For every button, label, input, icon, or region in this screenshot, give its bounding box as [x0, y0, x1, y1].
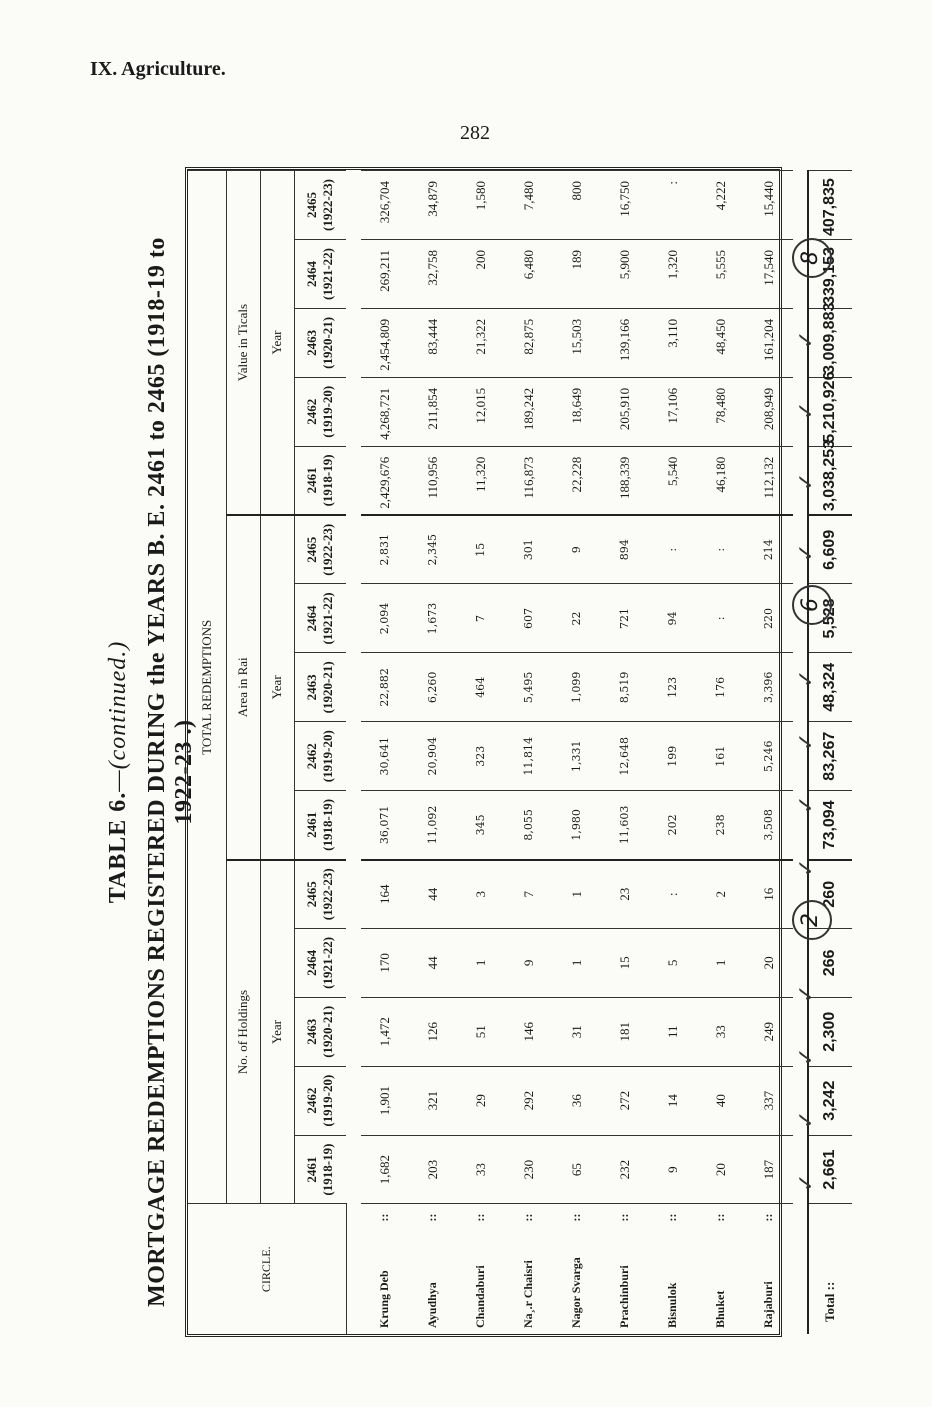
year-cell: 2463 (1920-21) [294, 308, 346, 377]
circle-name: Rajaburi :: [745, 1204, 793, 1334]
value-cell: 112,132 [745, 446, 793, 515]
area-cell: 3,396 [745, 653, 793, 722]
table-row [649, 171, 697, 1335]
value-cell: 32,758 [409, 240, 457, 309]
area-cell: 3,508 [745, 791, 793, 860]
checkmark-icon: ✓ [794, 1173, 819, 1192]
total-area-cell: 6,609 [808, 515, 852, 584]
value-cell: 15,503 [553, 308, 601, 377]
holdings-cell: 5 [649, 928, 697, 997]
total-holdings-cell: 266 [808, 928, 852, 997]
area-cell: 220 [745, 584, 793, 653]
table-row [457, 171, 505, 1335]
checkmark-icon: ✓ [794, 472, 819, 491]
year-cell: 2462 (1919-20) [294, 377, 346, 446]
area-cell: 323 [457, 722, 505, 791]
checkmark-icon: ✓ [794, 669, 819, 688]
total-value-cell: 3,009,883 [808, 308, 852, 377]
table-caption [105, 232, 132, 1312]
value-cell: 208,949 [745, 377, 793, 446]
value-cell: 78,480 [697, 377, 745, 446]
total-label: Total :: [808, 1204, 852, 1334]
area-cell: 238 [697, 791, 745, 860]
total-area-cell: 83,267 [808, 722, 852, 791]
holdings-cell: 1 [697, 928, 745, 997]
area-cell: 36,071 [361, 791, 409, 860]
area-year-label: Year [260, 515, 294, 859]
holdings-cell: 9 [649, 1135, 697, 1204]
year-header-row [294, 171, 346, 1335]
checkmark-icon: ✓ [794, 401, 819, 420]
holdings-cell: 1,472 [361, 997, 409, 1066]
value-group-header: Value in Ticals [226, 171, 260, 516]
area-cell: 214 [745, 515, 793, 584]
value-cell: 205,910 [601, 377, 649, 446]
table-row [361, 171, 409, 1335]
year-cell: 2464 (1921-22) [294, 584, 346, 653]
area-cell: 12,648 [601, 722, 649, 791]
value-cell: 800 [553, 171, 601, 240]
continued-label: —(continued.) [105, 640, 131, 792]
holdings-cell: 20 [745, 928, 793, 997]
total-value-cell: 407,835 [808, 171, 852, 240]
checkmark-icon: ✓ [794, 732, 819, 751]
value-cell: 3,110 [649, 308, 697, 377]
checkmark-icon: ✓ [794, 795, 819, 814]
area-cell: 15 [457, 515, 505, 584]
value-cell: 16,750 [601, 171, 649, 240]
value-cell: 211,854 [409, 377, 457, 446]
holdings-cell: 126 [409, 997, 457, 1066]
holdings-cell: 1,682 [361, 1135, 409, 1204]
area-cell: 1,980 [553, 791, 601, 860]
area-cell: 8,519 [601, 653, 649, 722]
redemptions-table [185, 167, 838, 1337]
value-cell: 82,875 [505, 308, 553, 377]
total-area-cell: 73,094 [808, 791, 852, 860]
circled-number-annotation: 8 [792, 238, 832, 278]
checkmark-icon: ✓ [794, 858, 819, 877]
holdings-cell: 44 [409, 928, 457, 997]
area-cell: 9 [553, 515, 601, 584]
holdings-cell: 3 [457, 860, 505, 929]
value-cell: 34,879 [409, 171, 457, 240]
area-group-header: Area in Rai [226, 515, 260, 859]
value-cell: 5,900 [601, 240, 649, 309]
area-cell: 123 [649, 653, 697, 722]
value-cell: 22,228 [553, 446, 601, 515]
area-cell: 11,603 [601, 791, 649, 860]
area-cell: 202 [649, 791, 697, 860]
value-cell: 4,222 [697, 171, 745, 240]
area-cell: 345 [457, 791, 505, 860]
holdings-cell: 9 [505, 928, 553, 997]
year-cell: 2461 (1918-19) [294, 791, 346, 860]
checkmark-icon: ✓ [794, 543, 819, 562]
year-cell: 2463 (1920-21) [294, 997, 346, 1066]
year-cell: 2461 (1918-19) [294, 1135, 346, 1204]
year-cell: 2461 (1918-19) [294, 446, 346, 515]
holdings-cell: 272 [601, 1066, 649, 1135]
holdings-cell: 14 [649, 1066, 697, 1135]
holdings-cell: 40 [697, 1066, 745, 1135]
value-cell: 1,320 [649, 240, 697, 309]
circle-header: CIRCLE. [188, 1204, 346, 1334]
area-cell: 721 [601, 584, 649, 653]
table-body [346, 171, 808, 1335]
holdings-cell: 1 [553, 928, 601, 997]
value-cell: 200 [457, 240, 505, 309]
holdings-cell: 23 [601, 860, 649, 929]
year-cell: 2462 (1919-20) [294, 1066, 346, 1135]
value-cell: 15,440 [745, 171, 793, 240]
value-cell: 326,704 [361, 171, 409, 240]
area-cell: 8,055 [505, 791, 553, 860]
total-holdings-cell: 2,661 [808, 1135, 852, 1204]
value-cell: 269,211 [361, 240, 409, 309]
value-cell: 189,242 [505, 377, 553, 446]
value-cell: 5,555 [697, 240, 745, 309]
section-heading: IX. Agriculture. [90, 58, 226, 80]
holdings-cell: 31 [553, 997, 601, 1066]
circle-name: Krung Deb :: [361, 1204, 409, 1334]
area-cell: : [649, 515, 697, 584]
checkmark-annotations [786, 167, 836, 1337]
area-cell: 20,904 [409, 722, 457, 791]
value-cell: : [649, 171, 697, 240]
holdings-cell: 164 [361, 860, 409, 929]
value-cell: 48,450 [697, 308, 745, 377]
table-row [553, 171, 601, 1335]
circle-name: Bisnulok :: [649, 1204, 697, 1334]
area-cell: 7 [457, 584, 505, 653]
area-cell: 301 [505, 515, 553, 584]
holdings-cell: 170 [361, 928, 409, 997]
value-cell: 1,580 [457, 171, 505, 240]
area-cell: : [697, 515, 745, 584]
holdings-cell: 7 [505, 860, 553, 929]
value-cell: 188,339 [601, 446, 649, 515]
checkmark-icon: ✓ [794, 330, 819, 349]
table-row [697, 171, 745, 1335]
holdings-cell: 15 [601, 928, 649, 997]
area-cell: 6,260 [409, 653, 457, 722]
year-cell: 2465 (1922-23) [294, 171, 346, 240]
value-cell: 21,322 [457, 308, 505, 377]
value-cell: 110,956 [409, 446, 457, 515]
year-cell: 2465 (1922-23) [294, 515, 346, 584]
circle-name: Nagor Svarga :: [553, 1204, 601, 1334]
holdings-cell: 29 [457, 1066, 505, 1135]
value-cell: 12,015 [457, 377, 505, 446]
value-cell: 17,106 [649, 377, 697, 446]
holdings-cell: 146 [505, 997, 553, 1066]
holdings-cell: 181 [601, 997, 649, 1066]
holdings-cell: 249 [745, 997, 793, 1066]
holdings-cell: 65 [553, 1135, 601, 1204]
holdings-cell: 44 [409, 860, 457, 929]
table-row [601, 171, 649, 1335]
area-cell: 22 [553, 584, 601, 653]
holdings-year-label: Year [260, 860, 294, 1204]
total-redemptions-header: TOTAL REDEMPTIONS [188, 171, 226, 1205]
total-holdings-cell: 3,242 [808, 1066, 852, 1135]
checkmark-icon: ✓ [794, 1047, 819, 1066]
value-cell: 116,873 [505, 446, 553, 515]
circle-name: Chandaburi :: [457, 1204, 505, 1334]
area-cell: 5,495 [505, 653, 553, 722]
area-cell: 1,099 [553, 653, 601, 722]
circle-name: Prachinburi :: [601, 1204, 649, 1334]
value-cell: 11,320 [457, 446, 505, 515]
value-cell: 6,480 [505, 240, 553, 309]
holdings-cell: 51 [457, 997, 505, 1066]
year-cell: 2465 (1922-23) [294, 860, 346, 929]
holdings-cell: 33 [457, 1135, 505, 1204]
holdings-cell: 36 [553, 1066, 601, 1135]
area-cell: 30,641 [361, 722, 409, 791]
table-title: MORTGAGE REDEMPTIONS REGISTERED DURING the YEARS B. E. 2461 to 2465 (1918-19 to 1922-23 .) [144, 237, 197, 1307]
area-cell: 94 [649, 584, 697, 653]
area-cell: 22,882 [361, 653, 409, 722]
holdings-cell: 2 [697, 860, 745, 929]
checkmark-icon: ✓ [794, 984, 819, 1003]
year-cell: 2462 (1919-20) [294, 722, 346, 791]
area-cell: 5,246 [745, 722, 793, 791]
value-cell: 189 [553, 240, 601, 309]
value-cell: 161,204 [745, 308, 793, 377]
holdings-cell: 1,901 [361, 1066, 409, 1135]
table-grid [188, 170, 852, 1334]
area-cell: 2,831 [361, 515, 409, 584]
area-cell: 11,814 [505, 722, 553, 791]
holdings-cell: 16 [745, 860, 793, 929]
holdings-cell: 292 [505, 1066, 553, 1135]
value-cell: 4,268,721 [361, 377, 409, 446]
circled-number-annotation: 6 [792, 585, 832, 625]
holdings-cell: 321 [409, 1066, 457, 1135]
holdings-cell: 1 [553, 860, 601, 929]
holdings-cell: 232 [601, 1135, 649, 1204]
holdings-group-header: No. of Holdings [226, 860, 260, 1204]
year-cell: 2464 (1921-22) [294, 928, 346, 997]
total-value-cell: 5,210,926 [808, 377, 852, 446]
value-cell: 83,444 [409, 308, 457, 377]
holdings-cell: : [649, 860, 697, 929]
table-row [505, 171, 553, 1335]
area-cell: 2,094 [361, 584, 409, 653]
year-cell: 2464 (1921-22) [294, 240, 346, 309]
area-cell: 894 [601, 515, 649, 584]
value-cell: 18,649 [553, 377, 601, 446]
table-label: TABLE 6. [105, 791, 131, 904]
value-cell: 46,180 [697, 446, 745, 515]
circle-name: Ayudhya :: [409, 1204, 457, 1334]
total-holdings-cell: 2,300 [808, 997, 852, 1066]
table-row [409, 171, 457, 1335]
area-cell: 176 [697, 653, 745, 722]
circled-number-annotation: 2 [792, 900, 832, 940]
total-value-cell: 339,153 [808, 240, 852, 309]
holdings-cell: 203 [409, 1135, 457, 1204]
holdings-cell: 1 [457, 928, 505, 997]
value-cell: 2,429,676 [361, 446, 409, 515]
area-cell: 464 [457, 653, 505, 722]
checkmark-row [786, 167, 836, 1337]
area-cell: : [697, 584, 745, 653]
area-cell: 2,345 [409, 515, 457, 584]
value-cell: 7,480 [505, 171, 553, 240]
page-number: 282 [460, 122, 490, 144]
holdings-cell: 11 [649, 997, 697, 1066]
holdings-cell: 337 [745, 1066, 793, 1135]
area-cell: 199 [649, 722, 697, 791]
checkmark-icon: ✓ [794, 1110, 819, 1129]
holdings-cell: 187 [745, 1135, 793, 1204]
spacer-row [346, 171, 361, 1335]
total-area-cell: 48,324 [808, 653, 852, 722]
total-area-cell: 5,528 [808, 584, 852, 653]
value-cell: 139,166 [601, 308, 649, 377]
value-cell: 17,540 [745, 240, 793, 309]
circle-name: Na¸.r Chaisri :: [505, 1204, 553, 1334]
total-value-cell: 3,038,253 [808, 446, 852, 515]
value-year-label: Year [260, 171, 294, 516]
area-cell: 11,092 [409, 791, 457, 860]
area-cell: 1,331 [553, 722, 601, 791]
value-cell: 5,540 [649, 446, 697, 515]
circle-name: Bhuket :: [697, 1204, 745, 1334]
holdings-cell: 230 [505, 1135, 553, 1204]
area-cell: 161 [697, 722, 745, 791]
holdings-cell: 20 [697, 1135, 745, 1204]
area-cell: 1,673 [409, 584, 457, 653]
total-holdings-cell: 260 [808, 860, 852, 929]
value-cell: 2,454,809 [361, 308, 409, 377]
year-cell: 2463 (1920-21) [294, 653, 346, 722]
holdings-cell: 33 [697, 997, 745, 1066]
area-cell: 607 [505, 584, 553, 653]
